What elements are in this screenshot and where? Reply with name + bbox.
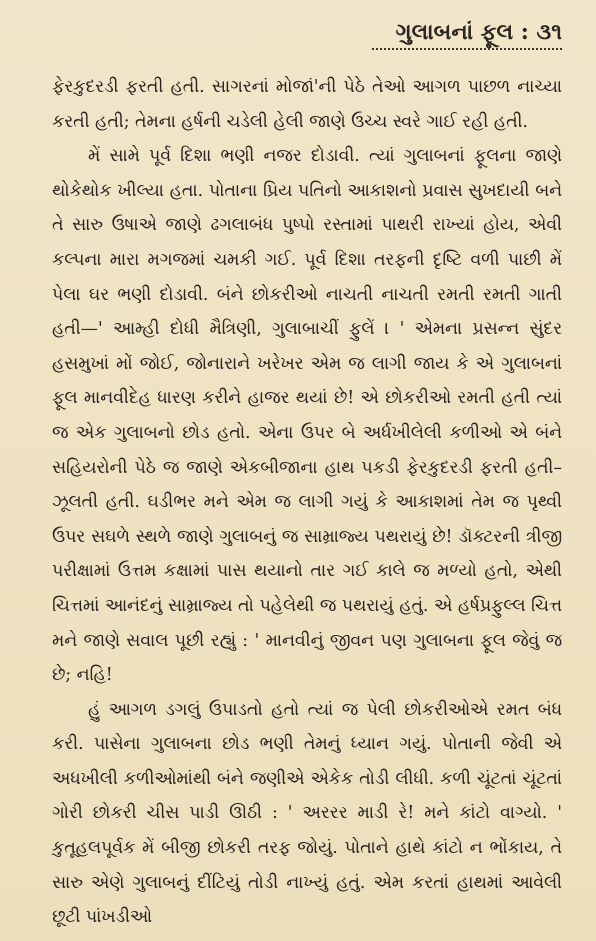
paragraph-2: મેં સામે પૂર્વ દિશા ભણી નજર દોડાવી. ત્યાં ગુલાબનાં ફૂલના જાણે થોકેથોક ખીલ્યા હતા. પોતાના પ્રિય પતિનો આકાશનો પ્રવાસ સુખદાયી બને તે સારુ ઉષાએ જાણે ઢગલાબંધ પુષ્પો રસ્તામાં પાથરી રાખ્યાં હોય, એવી કલ્પના મારા મગજમાં ચમકી ગઈ. પૂર્વ દિશા તરફની દૃષ્ટિ વળી પાછી મેં પેલા ઘર ભણી દોડાવી. બંને છોકરીઓ નાચતી નાચતી રમતી રમતી ગાતી હતી—' આમ્હી દોધી મૈત્રિણી, ગુલાબાચીં ફુલેં । ' એમના પ્રસન્ન સુંદર હસમુખાં મોં જોઈ, જોનારાને ખરેખર એમ જ લાગી જાય કે એ ગુલાબનાં ફૂલ માનવીદેહ ધારણ કરીને હાજર થયાં છે! એ છોકરીઓ રમતી હતી ત્યાં જ એક ગુલાબનો છોડ હતો. એના ઉપર બે અર્ધખીલેલી કળીઓ એ બંને સહિયરોની પેઠે જ જાણે એકબીજાના હાથ પકડી ફેરકુદરડી ફરતી હતી–ઝૂલતી હતી. ઘડીભર મને એમ જ લાગી ગયું કે આકાશમાં તેમ જ પૃથ્વી ઉપર સઘળે સ્થળે જાણે ગુલાબનું જ સામ્રાજ્ય પથરાયું છે! ડૉક્ટરની ત્રીજી પરીક્ષામાં ઉત્તમ કક્ષામાં પાસ થયાનો તાર ગઈ કાલે જ મળ્યો હતો, એથી ચિત્તમાં આનંદનું સામ્રાજ્ય તો પહેલેથી જ પથરાયું હતું. એ હર્ષપ્રફુલ્લ ચિત્ત મને જાણે સવાલ પૂછી રહ્યું : ' માનવીનું જીવન પણ ગુલાબના ફૂલ જેવું જ છે; નહિ! <box>52 146 562 686</box>
header-rule <box>372 48 562 56</box>
paragraph-1: ફેરકુદરડી ફરતી હતી. સાગરનાં મોજાં'ની પેઠે તેઓ આગળ પાછળ નાચ્યા કરતી હતી; તેમના હર્ષની ચડેલી હેલી જાણે ઉચ્ચ સ્વરે ગાઈ રહી હતી. <box>52 77 562 132</box>
paragraph-3: હું આગળ ડગલું ઉપાડતો હતો ત્યાં જ પેલી છોકરીઓએ રમત બંધ કરી. પાસેના ગુલાબના છોડ ભણી તેમનું ધ્યાન ગયું. પોતાની જેવી એ અધખીલી કળીઓમાંથી બંને જણીએ એકેક તોડી લીધી. કળી ચૂંટતાં ચૂંટતાં ગોરી છોકરી ચીસ પાડી ઊઠી : ' અરરર માડી રે! મને કાંટો વાગ્યો. ' કુતૂહલપૂર્વક મેં બીજી છોકરી તરફ જોયું. પોતાને હાથે કાંટો ન ભોંકાય, તે સારુ એણે ગુલાબનું દીંટિયું તોડી નાખ્યું હતું. એમ કરતાં હાથમાં આવેલી છૂટી પાંખડીઓ <box>52 699 562 928</box>
running-head: ગુલાબનાં ફૂલ : ૩૧ <box>395 19 562 45</box>
page-body <box>52 70 562 935</box>
